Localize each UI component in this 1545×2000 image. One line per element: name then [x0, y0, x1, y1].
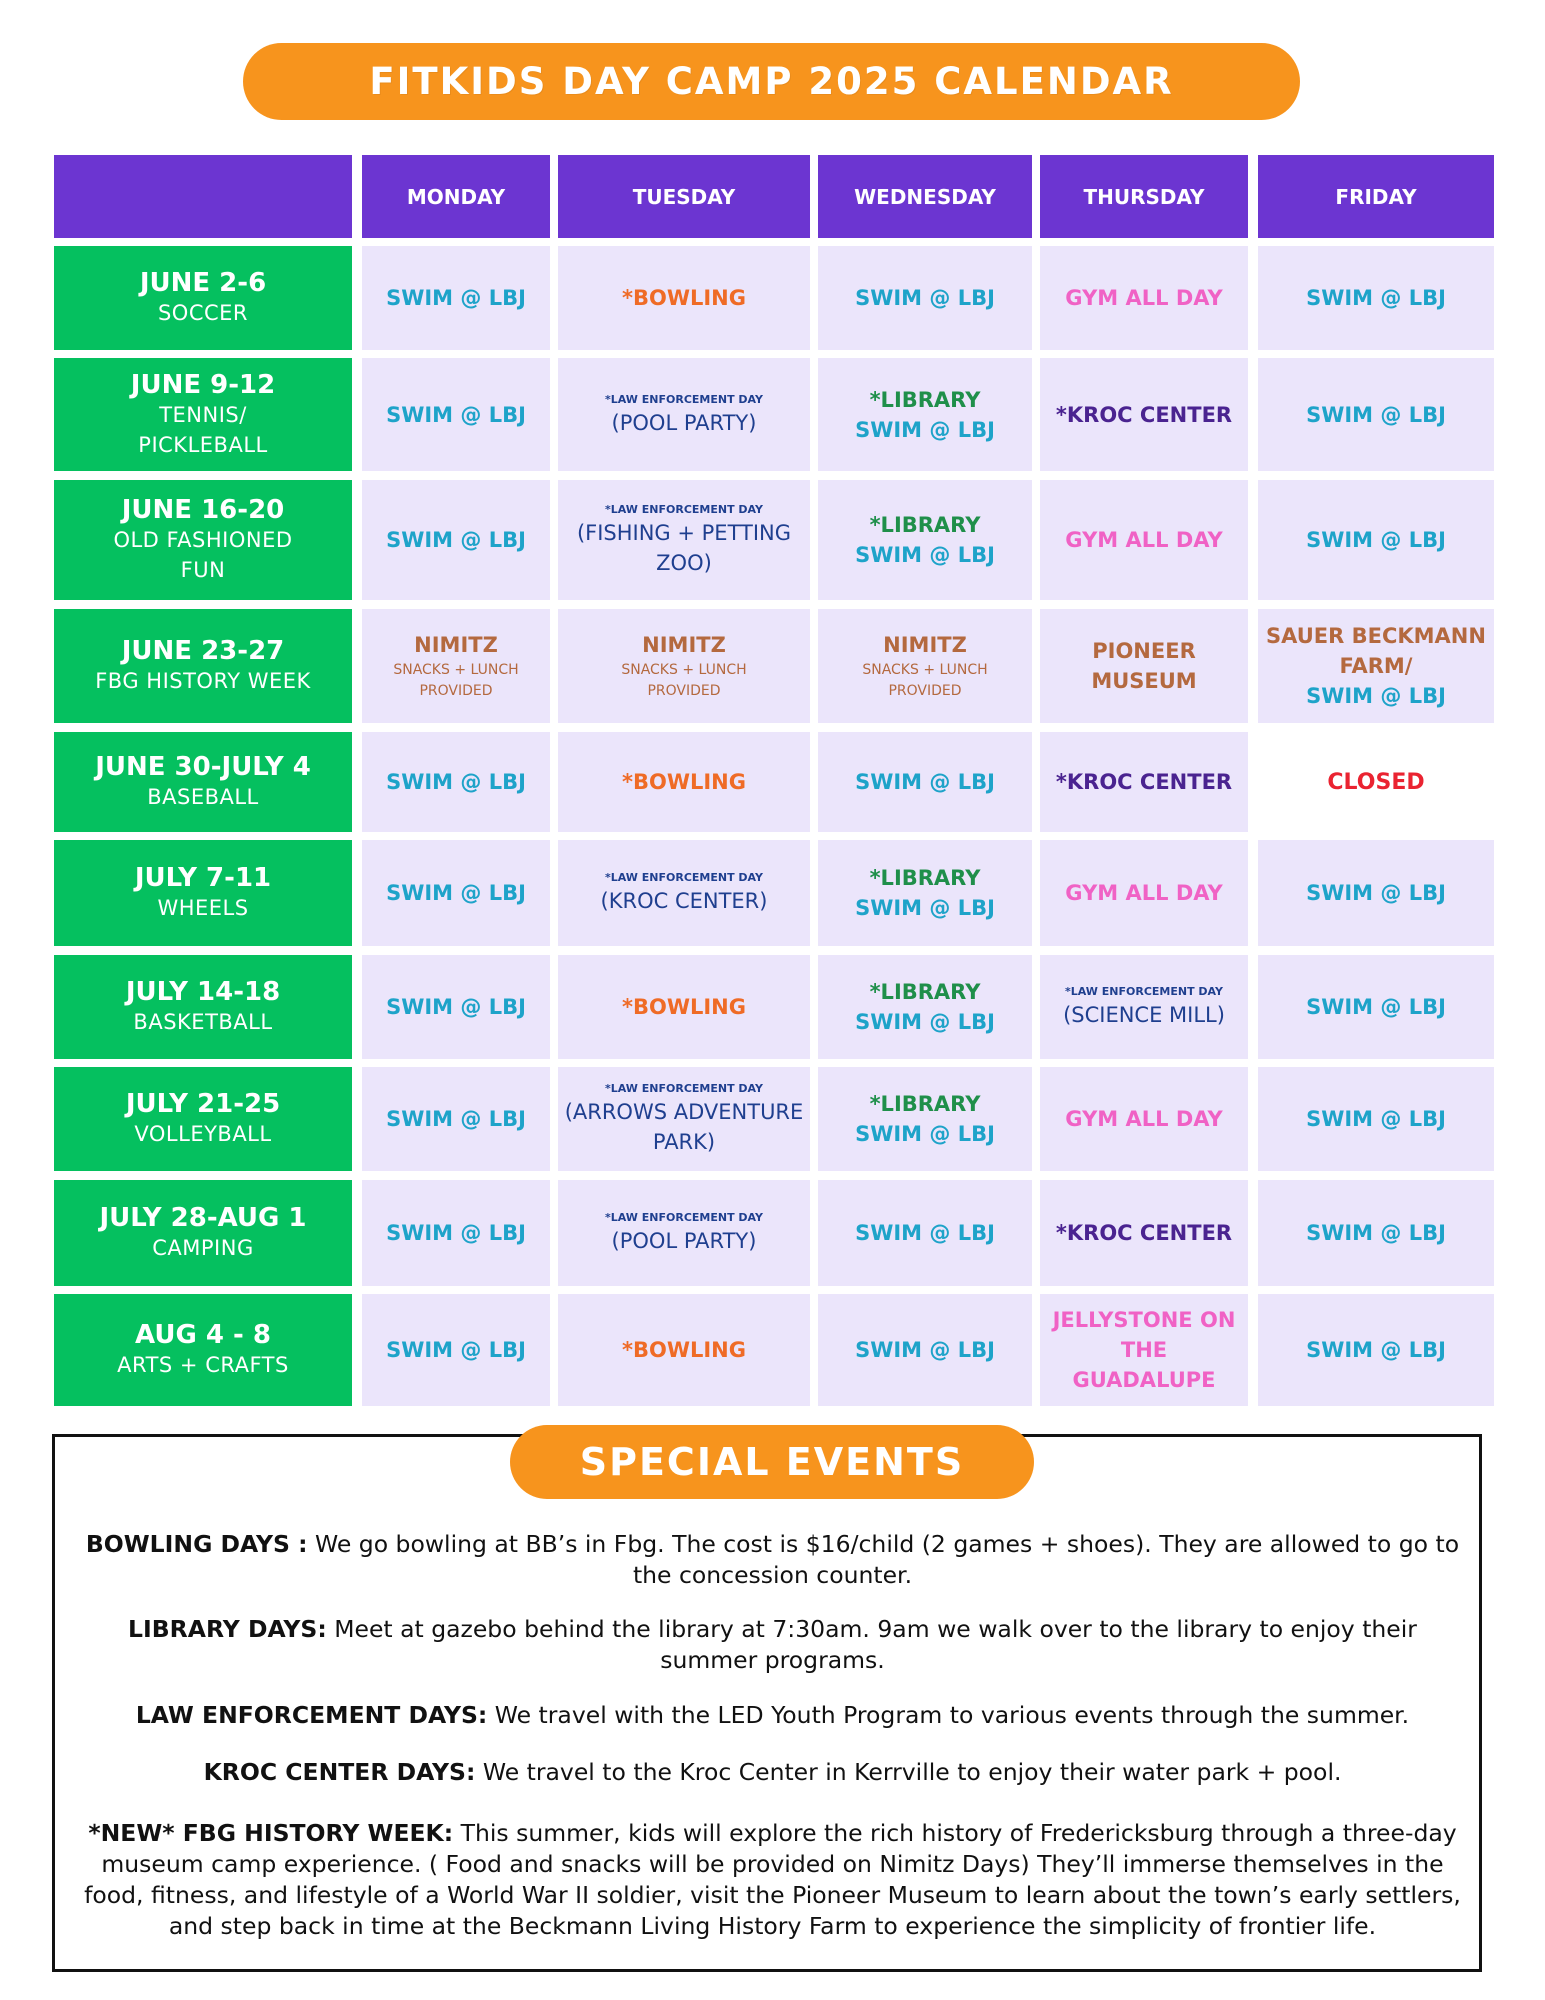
activity-cell — [1258, 955, 1494, 1059]
week-theme: BASEBALL — [147, 785, 259, 809]
activity-text: (SCIENCE MILL) — [1063, 1003, 1225, 1027]
special-event-text: We travel to the Kroc Center in Kerrville to enjoy their water park + pool. — [475, 1758, 1342, 1786]
special-event-text: This summer, kids will explore the rich history of Fredericksburg through a three-day museum camp experience. ( Food and snacks will be provided on Nimitz Days) They’ll immerse themselves in the food, fitness, and lifestyle of a World War II soldier, visit the Pioneer Museum to learn about the town’s early settlers, and step back in time at the Beckmann Living History Farm to experience the simplicity of frontier life. — [84, 1819, 1461, 1940]
special-event-label: LAW ENFORCEMENT DAYS: — [135, 1701, 488, 1729]
day-header: TUESDAY — [558, 155, 810, 238]
activity-text: *LIBRARY — [869, 1092, 981, 1116]
week-dates: JUNE 9-12 — [130, 369, 276, 400]
activity-cell — [558, 955, 810, 1059]
activity-text: *KROC CENTER — [1055, 770, 1233, 794]
activity-cell — [818, 480, 1032, 600]
activity-text: SWIM @ LBJ — [855, 1122, 995, 1146]
activity-cell — [558, 246, 810, 350]
activity-cell — [1258, 246, 1494, 350]
activity-cell — [1040, 358, 1248, 471]
activity-text: SWIM @ LBJ — [855, 1221, 995, 1245]
activity-cell — [362, 480, 550, 600]
activity-text: SWIM @ LBJ — [1306, 402, 1446, 427]
activity-text: GYM ALL DAY — [1065, 881, 1223, 905]
activity-text: *LIBRARY — [869, 513, 981, 537]
activity-text: CLOSED — [1327, 769, 1425, 795]
activity-text: SWIM @ LBJ — [1306, 286, 1446, 310]
activity-cell — [818, 358, 1032, 471]
week-theme: OLD FASHIONED FUN — [113, 528, 293, 582]
activity-text: *LAW ENFORCEMENT DAY — [605, 871, 763, 884]
week-dates: JUNE 2-6 — [139, 268, 267, 298]
week-label — [54, 246, 352, 350]
activity-text: SWIM @ LBJ — [855, 543, 995, 567]
week-theme: WHEELS — [157, 896, 249, 920]
week-theme: SOCCER — [157, 301, 249, 325]
activity-text: SWIM @ LBJ — [1306, 881, 1446, 905]
activity-cell — [818, 609, 1032, 723]
activity-text: SWIM @ LBJ — [855, 896, 995, 920]
activity-cell — [362, 1180, 550, 1286]
activity-text: SNACKS + LUNCH PROVIDED — [862, 662, 988, 699]
activity-cell — [1258, 1180, 1494, 1286]
activity-text: SWIM @ LBJ — [386, 286, 526, 310]
week-label — [54, 1067, 352, 1171]
activity-cell — [1258, 732, 1494, 832]
special-event-label: *NEW* FBG HISTORY WEEK: — [88, 1819, 454, 1847]
week-dates: JULY 14-18 — [125, 977, 281, 1007]
activity-cell — [362, 1294, 550, 1406]
activity-cell — [818, 1294, 1032, 1406]
activity-cell — [1040, 732, 1248, 832]
special-event-label: BOWLING DAYS : — [85, 1530, 308, 1558]
activity-cell — [558, 840, 810, 946]
activity-cell — [818, 840, 1032, 946]
special-events-title: SPECIAL EVENTS — [510, 1425, 1034, 1499]
activity-text: *KROC CENTER — [1055, 402, 1233, 427]
activity-cell — [558, 358, 810, 471]
activity-text: SWIM @ LBJ — [1306, 1338, 1446, 1362]
activity-cell — [1040, 480, 1248, 600]
week-theme: VOLLEYBALL — [134, 1122, 272, 1146]
activity-text: SWIM @ LBJ — [855, 286, 995, 310]
activity-text: NIMITZ — [883, 633, 967, 657]
activity-cell — [818, 732, 1032, 832]
week-dates: JULY 28-AUG 1 — [99, 1203, 307, 1233]
activity-cell — [818, 1180, 1032, 1286]
activity-text: *LAW ENFORCEMENT DAY — [605, 392, 763, 406]
activity-cell — [362, 246, 550, 350]
activity-cell — [1040, 1067, 1248, 1171]
activity-text: SNACKS + LUNCH PROVIDED — [393, 662, 519, 699]
activity-text: (KROC CENTER) — [600, 889, 768, 913]
activity-text: GYM ALL DAY — [1065, 286, 1223, 310]
activity-text: SWIM @ LBJ — [855, 770, 995, 794]
activity-cell — [362, 1067, 550, 1171]
activity-text: (POOL PARTY) — [611, 410, 757, 435]
activity-text: *BOWLING — [621, 286, 746, 310]
week-theme: BASKETBALL — [133, 1010, 273, 1034]
week-label — [54, 480, 352, 600]
activity-text: SNACKS + LUNCH PROVIDED — [621, 662, 747, 699]
activity-text: (POOL PARTY) — [611, 1229, 757, 1253]
day-header: MONDAY — [362, 155, 550, 238]
activity-text: *LAW ENFORCEMENT DAY — [605, 503, 763, 516]
activity-cell — [1040, 840, 1248, 946]
special-event-item — [80, 1529, 1465, 1591]
activity-cell — [818, 1067, 1032, 1171]
day-header: WEDNESDAY — [818, 155, 1032, 238]
activity-cell — [558, 1180, 810, 1286]
activity-text: (ARROWS ADVENTURE PARK) — [564, 1100, 804, 1154]
special-event-item — [80, 1614, 1465, 1676]
activity-cell — [1258, 1067, 1494, 1171]
activity-cell — [1040, 246, 1248, 350]
activity-text: *BOWLING — [621, 770, 746, 794]
activity-text: SWIM @ LBJ — [855, 1010, 995, 1034]
special-event-text: We travel with the LED Youth Program to various events through the summer. — [487, 1701, 1410, 1729]
week-label — [54, 609, 352, 723]
activity-text: SAUER BECKMANN FARM/ — [1266, 624, 1486, 678]
activity-text: *LAW ENFORCEMENT DAY — [1065, 985, 1223, 998]
page-title: FITKIDS DAY CAMP 2025 CALENDAR — [243, 43, 1300, 120]
activity-cell — [1040, 955, 1248, 1059]
week-dates: JUNE 16-20 — [121, 495, 285, 525]
week-label — [54, 840, 352, 946]
special-event-label: LIBRARY DAYS: — [128, 1615, 327, 1643]
activity-text: SWIM @ LBJ — [386, 881, 526, 905]
activity-cell — [1258, 1294, 1494, 1406]
activity-cell — [1258, 840, 1494, 946]
activity-text: NIMITZ — [642, 633, 726, 657]
week-theme: ARTS + CRAFTS — [117, 1353, 289, 1377]
day-header: FRIDAY — [1258, 155, 1494, 238]
activity-text: SWIM @ LBJ — [386, 402, 526, 427]
week-label — [54, 732, 352, 832]
activity-text: NIMITZ — [414, 633, 498, 657]
activity-cell — [1040, 1180, 1248, 1286]
header-corner — [54, 155, 352, 238]
week-theme: TENNIS/ PICKLEBALL — [138, 402, 268, 457]
special-event-label: KROC CENTER DAYS: — [203, 1758, 476, 1786]
activity-text: SWIM @ LBJ — [1306, 528, 1446, 552]
activity-text: *LAW ENFORCEMENT DAY — [605, 1211, 763, 1224]
activity-cell — [362, 840, 550, 946]
activity-cell — [1258, 609, 1494, 723]
activity-text: SWIM @ LBJ — [1306, 1107, 1446, 1131]
activity-cell — [362, 955, 550, 1059]
activity-text: SWIM @ LBJ — [855, 1338, 995, 1362]
special-event-text: We go bowling at BB’s in Fbg. The cost is $16/child (2 games + shoes). They are allowed to go to the concession counter. — [307, 1530, 1460, 1589]
week-label — [54, 1180, 352, 1286]
activity-cell — [558, 732, 810, 832]
activity-text: SWIM @ LBJ — [386, 1338, 526, 1362]
activity-text: JELLYSTONE ON THE GUADALUPE — [1052, 1308, 1236, 1392]
day-header: THURSDAY — [1040, 155, 1248, 238]
week-label — [54, 955, 352, 1059]
week-label — [54, 358, 352, 471]
activity-text: SWIM @ LBJ — [386, 1107, 526, 1131]
activity-text: *LIBRARY — [869, 866, 981, 890]
activity-text: *KROC CENTER — [1055, 1221, 1233, 1245]
activity-cell — [558, 1294, 810, 1406]
activity-text: *BOWLING — [621, 995, 746, 1019]
activity-cell — [1258, 480, 1494, 600]
week-dates: JULY 21-25 — [125, 1089, 281, 1119]
week-label — [54, 1294, 352, 1406]
activity-text: SWIM @ LBJ — [1306, 684, 1446, 708]
activity-cell — [818, 246, 1032, 350]
week-dates: AUG 4 - 8 — [135, 1320, 271, 1350]
activity-cell — [362, 358, 550, 471]
activity-cell — [818, 955, 1032, 1059]
week-dates: JUNE 23-27 — [121, 636, 285, 666]
activity-text: *LIBRARY — [869, 387, 981, 412]
activity-text: SWIM @ LBJ — [386, 1221, 526, 1245]
activity-text: SWIM @ LBJ — [386, 770, 526, 794]
activity-text: *LAW ENFORCEMENT DAY — [605, 1082, 763, 1095]
activity-cell — [558, 609, 810, 723]
activity-text: GYM ALL DAY — [1065, 528, 1223, 552]
activity-text: *LIBRARY — [869, 980, 981, 1004]
week-theme: FBG HISTORY WEEK — [95, 669, 311, 693]
activity-cell — [558, 480, 810, 600]
activity-cell — [1040, 1294, 1248, 1406]
activity-cell — [362, 609, 550, 723]
special-event-item — [80, 1700, 1465, 1731]
activity-text: GYM ALL DAY — [1065, 1107, 1223, 1131]
activity-text: SWIM @ LBJ — [386, 528, 526, 552]
activity-cell — [1258, 358, 1494, 471]
activity-text: SWIM @ LBJ — [386, 995, 526, 1019]
special-event-item — [80, 1757, 1465, 1788]
activity-text: SWIM @ LBJ — [1306, 1221, 1446, 1245]
activity-cell — [362, 732, 550, 832]
activity-text: PIONEER MUSEUM — [1091, 639, 1197, 693]
activity-text: (FISHING + PETTING ZOO) — [576, 521, 792, 575]
special-event-text: Meet at gazebo behind the library at 7:30am. 9am we walk over to the library to enjoy their summer programs. — [326, 1615, 1417, 1674]
activity-cell — [1040, 609, 1248, 723]
activity-text: SWIM @ LBJ — [1306, 995, 1446, 1019]
activity-text: SWIM @ LBJ — [855, 417, 995, 442]
activity-cell — [558, 1067, 810, 1171]
week-dates: JUNE 30-JULY 4 — [95, 752, 311, 782]
week-theme: CAMPING — [152, 1236, 254, 1260]
special-event-item — [80, 1818, 1465, 1942]
activity-text: *BOWLING — [621, 1338, 746, 1362]
week-dates: JULY 7-11 — [134, 863, 272, 893]
